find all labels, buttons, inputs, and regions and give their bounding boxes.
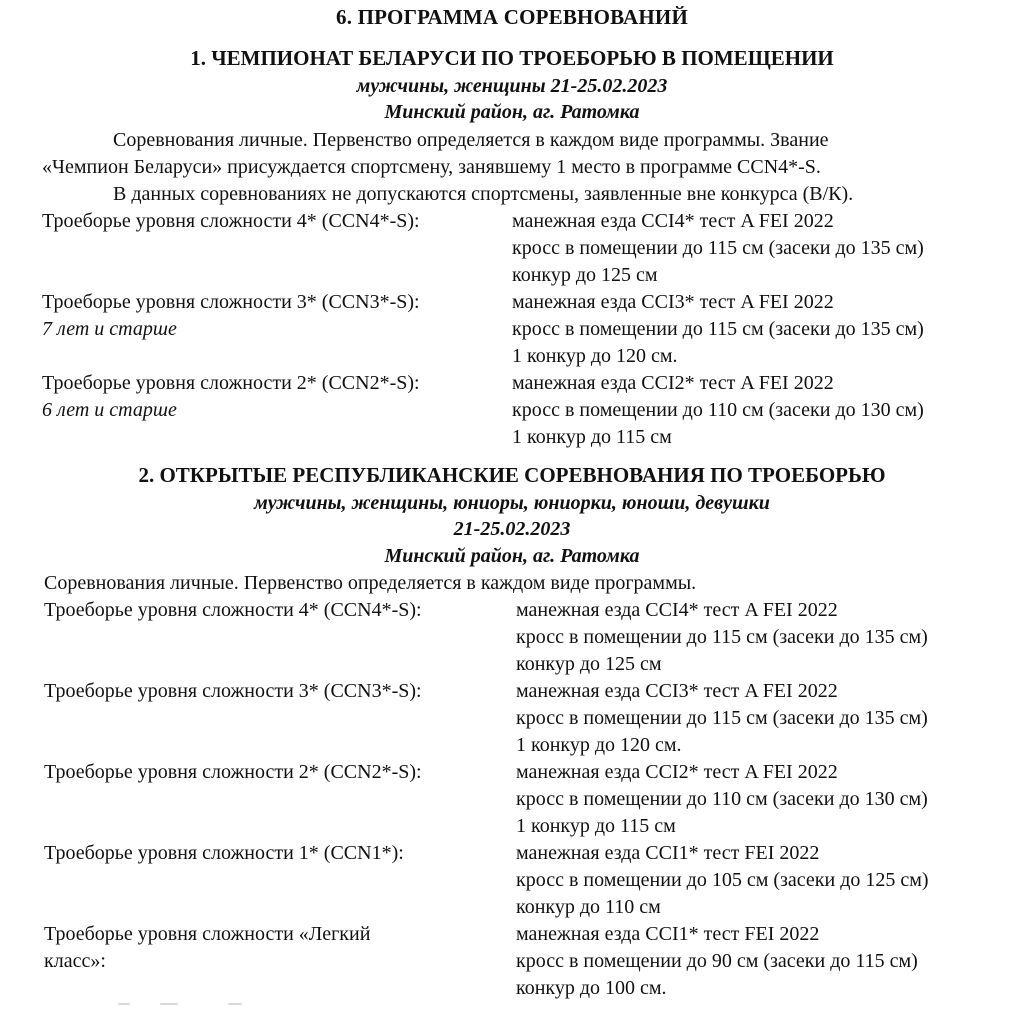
program-heading: 6. ПРОГРАММА СОРЕВНОВАНИЙ [336,5,688,29]
section2-dates: 21-25.02.2023 [453,518,571,540]
section2-item1-cross: кросс в помещении до 115 см (засеки до 135 см) [516,626,928,648]
section1-item2-level: Троеборье уровня сложности 3* (CCN3*-S): [42,291,420,313]
section1-intro-line1: Соревнования личные. Первенство определяется в каждом виде программы. Звание [113,129,829,151]
section2-item5-cross: кросс в помещении до 90 см (засеки до 115 см) [516,950,918,972]
scan-smudge [160,1003,178,1005]
section2-item3-jumping: 1 конкур до 115 см [516,815,676,837]
section2-item2-cross: кросс в помещении до 115 см (засеки до 135 см) [516,707,928,729]
section1-item3-jumping: 1 конкур до 115 см [512,426,672,448]
section1-item1-level: Троеборье уровня сложности 4* (CCN4*-S): [42,210,420,232]
section2-item5-dressage: манежная езда CCI1* тест FEI 2022 [516,923,820,945]
section1-item3-dressage: манежная езда CCI2* тест A FEI 2022 [512,372,834,394]
section1-item2-cross: кросс в помещении до 115 см (засеки до 135 см) [512,318,924,340]
section1-item1-cross: кросс в помещении до 115 см (засеки до 135 см) [512,237,924,259]
section2-participants: мужчины, женщины, юниоры, юниорки, юноши, девушки [254,492,770,514]
section2-item4-level: Троеборье уровня сложности 1* (CCN1*): [44,842,404,864]
scan-smudge [118,1003,130,1005]
section1-item2-age: 7 лет и старше [42,318,177,340]
section2-intro: Соревнования личные. Первенство определяется в каждом виде программы. [44,572,697,594]
section2-item4-cross: кросс в помещении до 105 см (засеки до 125 см) [516,869,929,891]
section2-item4-dressage: манежная езда CCI1* тест FEI 2022 [516,842,820,864]
section1-title: 1. ЧЕМПИОНАТ БЕЛАРУСИ ПО ТРОЕБОРЬЮ В ПОМЕЩЕНИИ [190,46,834,70]
section2-item5-level-cont: класс»: [44,950,106,972]
section2-item5-level: Троеборье уровня сложности «Легкий [44,923,371,945]
section2-item3-dressage: манежная езда CCI2* тест A FEI 2022 [516,761,838,783]
section2-item3-level: Троеборье уровня сложности 2* (CCN2*-S): [44,761,422,783]
section2-item5-jumping: конкур до 100 см. [516,977,667,999]
section1-item2-dressage: манежная езда CCI3* тест A FEI 2022 [512,291,834,313]
section2-item2-jumping: 1 конкур до 120 см. [516,734,682,756]
scan-smudge [228,1003,242,1005]
section2-item2-dressage: манежная езда CCI3* тест A FEI 2022 [516,680,838,702]
section2-item1-dressage: манежная езда CCI4* тест A FEI 2022 [516,599,838,621]
section1-item3-level: Троеборье уровня сложности 2* (CCN2*-S): [42,372,420,394]
section2-item1-level: Троеборье уровня сложности 4* (CCN4*-S): [44,599,422,621]
section1-intro-line3: В данных соревнованиях не допускаются спортсмены, заявленные вне конкурса (В/К). [113,183,854,205]
section1-participants-dates: мужчины, женщины 21-25.02.2023 [356,75,668,97]
section1-item1-jumping: конкур до 125 см [512,264,658,286]
section1-item3-age: 6 лет и старше [42,399,177,421]
section2-location: Минский район, аг. Ратомка [384,545,640,567]
section2-item3-cross: кросс в помещении до 110 см (засеки до 130 см) [516,788,928,810]
section2-item1-jumping: конкур до 125 см [516,653,662,675]
section1-item3-cross: кросс в помещении до 110 см (засеки до 130 см) [512,399,924,421]
section1-item1-dressage: манежная езда CCI4* тест A FEI 2022 [512,210,834,232]
section2-item4-jumping: конкур до 110 см [516,896,661,918]
section1-intro-line2: «Чемпион Беларуси» присуждается спортсмену, занявшему 1 место в программе CCN4*-S. [42,156,821,178]
section2-item2-level: Троеборье уровня сложности 3* (CCN3*-S): [44,680,422,702]
section1-item2-jumping: 1 конкур до 120 см. [512,345,678,367]
section1-location: Минский район, аг. Ратомка [384,101,640,123]
section2-title: 2. ОТКРЫТЫЕ РЕСПУБЛИКАНСКИЕ СОРЕВНОВАНИЯ ПО ТРОЕБОРЬЮ [138,463,886,487]
